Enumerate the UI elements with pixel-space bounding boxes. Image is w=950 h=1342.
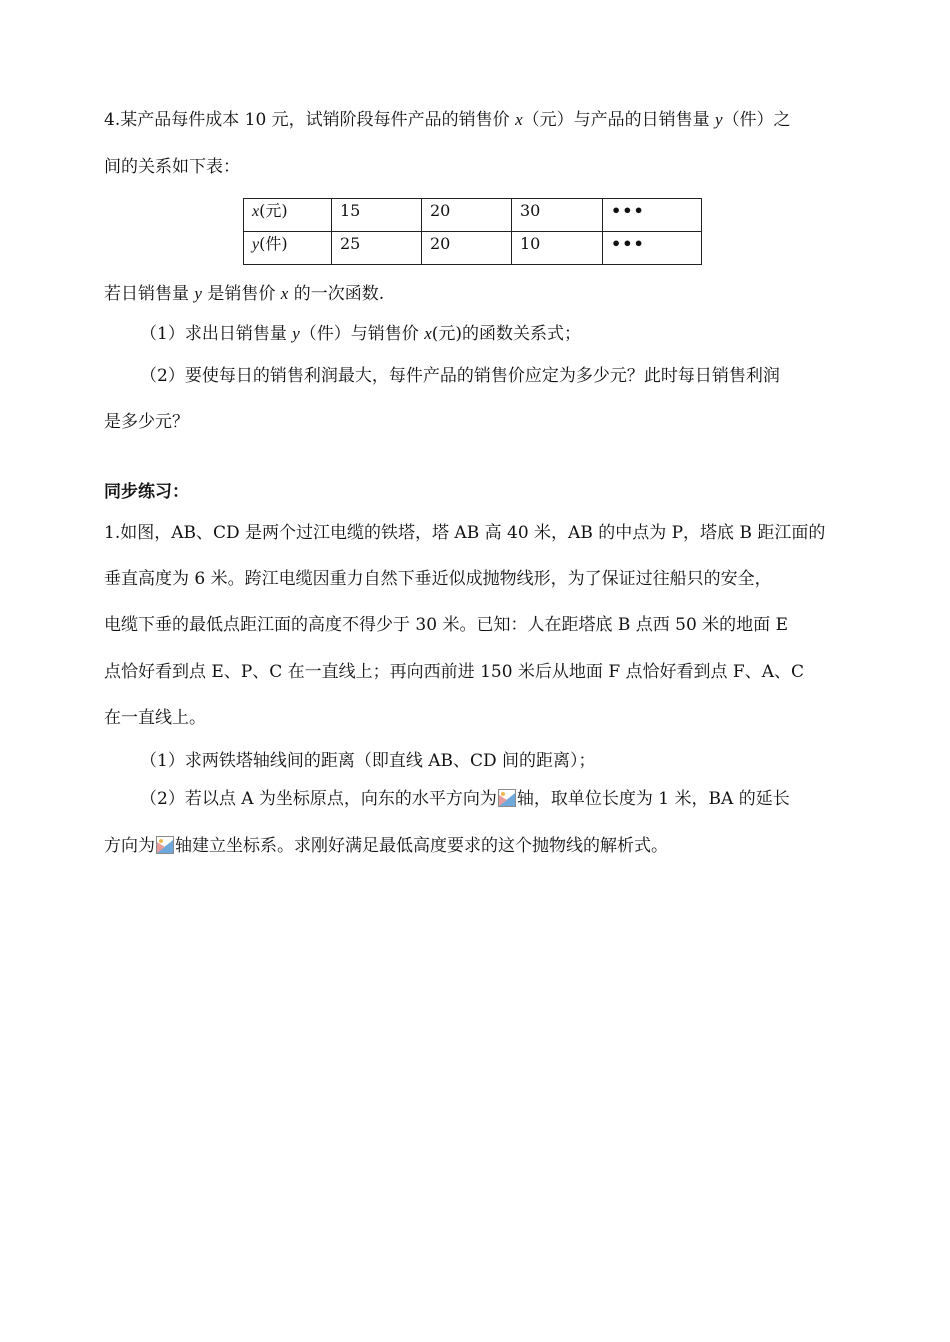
text-segment: （1）求出日销售量	[140, 324, 293, 344]
text-segment: 的一次函数.	[288, 284, 385, 304]
text-segment: （件）与销售价	[299, 324, 425, 344]
table-cell: •••	[603, 199, 702, 232]
text-segment: 4.某产品每件成本 10 元，试销阶段每件产品的销售价	[104, 110, 516, 130]
practice1-line3: 电缆下垂的最低点距江面的高度不得少于 30 米。已知：人在距塔底 B 点西 50 米的地面 E	[104, 615, 788, 635]
problem4-line2: 间的关系如下表：	[104, 157, 240, 177]
variable-y: y	[252, 236, 260, 253]
practice1-question1: （1）求两铁塔轴线间的距离（即直线 AB、CD 间的距离）；	[140, 751, 596, 771]
broken-image-icon	[156, 836, 174, 854]
text-segment: （件）之	[722, 110, 791, 130]
problem4-question1	[140, 322, 581, 346]
problem4-line1	[104, 108, 791, 132]
table-cell: 10	[512, 232, 603, 265]
table-cell: •••	[603, 232, 702, 265]
practice1-question2-line2	[104, 834, 668, 858]
text-segment: 是销售价	[201, 284, 281, 304]
text-segment: 轴建立坐标系。求刚好满足最低高度要求的这个抛物线的解析式。	[175, 836, 668, 856]
table-header-cell	[244, 232, 332, 265]
text-segment: （元）与产品的日销售量	[522, 110, 716, 130]
practice1-line4: 点恰好看到点 E、P、C 在一直线上；再向西前进 150 米后从地面 F 点恰好看到点 F、A、C	[104, 662, 805, 682]
table-row	[244, 232, 702, 265]
problem4-line3	[104, 282, 384, 306]
price-sales-table	[243, 198, 702, 265]
unit-label: (元)	[259, 201, 288, 220]
text-segment: （2）若以点 A 为坐标原点，向东的水平方向为	[140, 789, 497, 809]
practice1-line1: 1.如图，AB、CD 是两个过江电缆的铁塔，塔 AB 高 40 米，AB 的中点为 P，塔底 B 距江面的	[104, 523, 826, 543]
practice1-line2: 垂直高度为 6 米。跨江电缆因重力自然下垂近似成抛物线形，为了保证过往船只的安全，	[104, 569, 772, 589]
unit-label: (件)	[259, 234, 288, 253]
practice1-question2-line1	[140, 787, 790, 811]
variable-x: x	[424, 324, 432, 343]
table-row	[244, 199, 702, 232]
table-cell: 15	[332, 199, 422, 232]
table-header-cell	[244, 199, 332, 232]
problem4-question2-line2: 是多少元？	[104, 412, 189, 432]
variable-y: y	[292, 324, 300, 343]
variable-x: x	[280, 284, 289, 303]
text-segment: (元)的函数关系式；	[431, 324, 581, 344]
variable-y: y	[194, 284, 202, 303]
variable-x: x	[515, 110, 523, 129]
text-segment: 轴，取单位长度为 1 米，BA 的延长	[516, 789, 790, 809]
practice1-line5: 在一直线上。	[104, 708, 206, 728]
table-cell: 20	[422, 232, 512, 265]
table-cell: 30	[512, 199, 603, 232]
variable-y: y	[715, 110, 723, 129]
text-segment: 若日销售量	[104, 284, 195, 304]
table-cell: 25	[332, 232, 422, 265]
section-heading: 同步练习：	[104, 482, 189, 502]
text-segment: 方向为	[104, 836, 155, 856]
table-cell: 20	[422, 199, 512, 232]
variable-x: x	[252, 203, 260, 220]
problem4-question2-line1: （2）要使每日的销售利润最大，每件产品的销售价应定为多少元？此时每日销售利润	[140, 366, 780, 386]
broken-image-icon	[498, 789, 516, 807]
